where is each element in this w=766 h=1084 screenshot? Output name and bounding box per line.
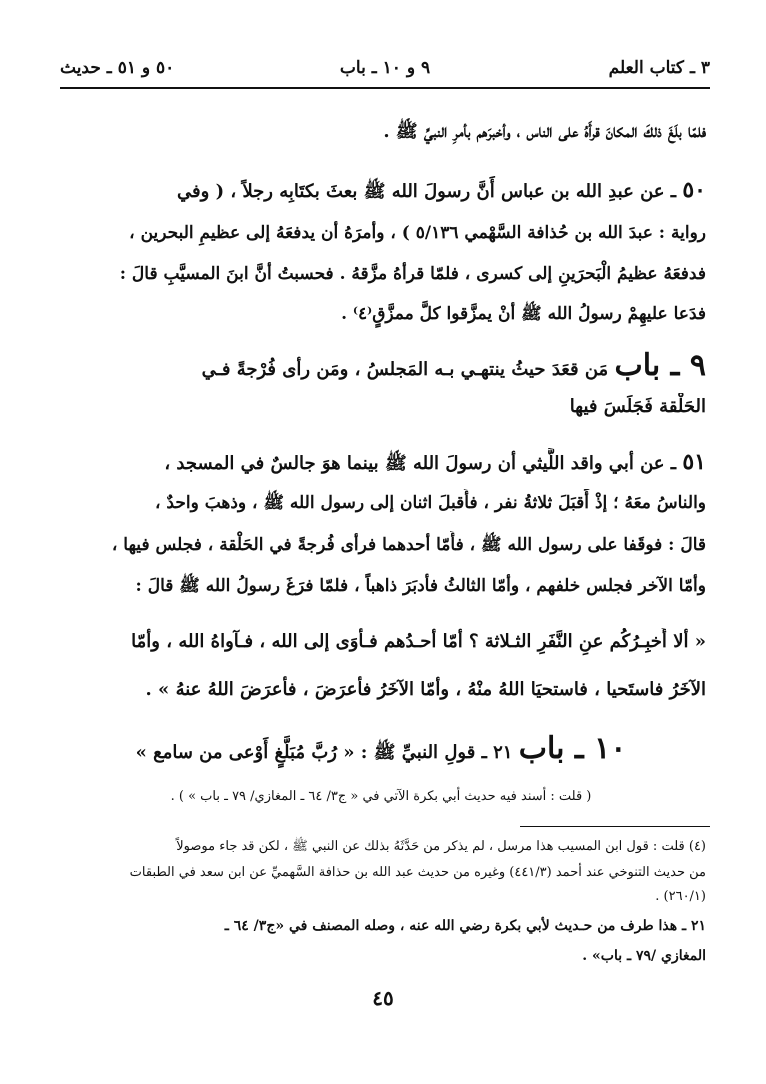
bab-10-title: ٢١ ـ قولِ النبيِّ ﷺ : « رُبَّ مُبَلَّغٍ أَوْعى من سامع »: [135, 742, 513, 763]
header-chapter: ٩ و ١٠ ـ باب: [339, 58, 431, 78]
footnote-21-line-2: المغازي /٧٩ ـ باب» .: [582, 948, 706, 964]
editor-note: ( قلت : أسند فيه حديث أبي بكرة الآتي في « ج٣/ ٦٤ ـ المغازي/ ٧٩ ـ باب » ) .: [170, 789, 592, 804]
bab-10-heading: [56, 730, 706, 772]
intro-line: فلمّا بلَغَ ذلكَ المكانَ قرأَهُ على الناس ، وأخبرَهم بأمرِ النبيِّ ﷺ .: [383, 121, 706, 142]
hadith-51-line-4: وأمّا الآخر فجلس خلفهم ، وأمّا الثالثُ فأدبَرَ ذاهباً ، فلمّا فرَغَ رسولُ الله ﷺ قالَ :: [135, 576, 706, 596]
hadith-51-line-5: « ألا أُخبِـرُكُم عنِ النَّفَرِ الثـلاثة ؟ أمّا أحـدُهم فـأوَى إلى الله ، فـآواهُ الله ، وأمّا: [131, 631, 706, 652]
page-number: ٤٥: [372, 986, 394, 1010]
hadith-51-line-3: قالَ : فوقَفا على رسول الله ﷺ ، فأَمّا أحدهما فرأى فُرجةً في الحَلْقة ، فجلس فيها ،: [111, 535, 706, 555]
footnote-divider: [520, 826, 710, 827]
footnote-21-line-1: ٢١ ـ هذا طرف من حـديث لأبي بكرة رضي الله عنه ، وصله المصنف في «ج٣/ ٦٤ ـ: [224, 918, 706, 934]
hadith-51-line-1: [56, 448, 706, 478]
bab-9-number: ٩ ـ باب: [614, 348, 706, 383]
bab-9-title-1: مَن قعَدَ حيثُ ينتهـي بـه المَجلسُ ، ومَن رأى فُرْجةً فـي: [201, 359, 609, 380]
footnote-4-line-2: من حديث التنوخي عند أحمد (٤٤١/٣) وغيره من حديث عبد الله بن حذافة السَّهميِّ عن ابن سعد في الطبقات: [129, 865, 706, 880]
hadith-50-line-3: فدفعَهُ عظيمُ الْبَحرَينِ إلى كسرى ، فلمّا قرأهُ مزَّقهُ . فحسبتُ أنَّ ابنَ المسيَّبِ قالَ :: [119, 264, 706, 284]
header-divider: [60, 87, 710, 89]
hadith-50-line-1: [56, 176, 706, 206]
hadith-51-text-1: ـ عن أبي واقد اللَّيثي أن رسولَ الله ﷺ بينما هوَ جالسٌ في المسجد ،: [164, 453, 677, 474]
hadith-50-text-1: ـ عن عبدِ الله بن عباس أَنَّ رسولَ الله ﷺ بعثَ بكتَابِه رجلاً ، ( وفي: [177, 181, 677, 202]
hadith-51-number: ٥١: [682, 449, 706, 475]
hadith-51-line-6: الآخَرُ فاستَحيا ، فاستحيَا اللهُ منْهُ ، وأمّا الآخَرُ فأَعرَضَ ، فأَعرَضَ اللهُ عنهُ » .: [145, 679, 706, 700]
header-book-title: ٣ ـ كتاب العلم: [608, 58, 710, 78]
hadith-50-line-2: رواية : عبدَ الله بن حُذافة السَّهْمي ٥/١٣٦ ) ، وأمرَهُ أن يدفعَهُ إلى عظيمِ البحرين ،: [129, 223, 706, 243]
footnote-4-line-1: (٤) قلت : قول ابن المسيب هذا مرسل ، لم يذكر من حَدَّثَهُ بذلك عن النبي ﷺ ، لكن قد جاء موصولاً: [176, 839, 706, 854]
bab-9-title-2: الحَلْقة فَجَلَسَ فيها: [569, 396, 706, 417]
hadith-50-number: ٥٠: [682, 177, 706, 203]
footnote-4-line-3: (٢٦٠/١) .: [655, 889, 706, 904]
hadith-51-line-2: والناسُ معَهُ ؛ إذْ أَقبَلَ ثلاثةُ نفر ، فأَقبلَ اثنان إلى رسول الله ﷺ ، وذهبَ واحدٌ ،: [155, 493, 706, 513]
bab-9-heading: [56, 346, 706, 390]
bab-10-number: ١٠ ـ باب: [518, 731, 627, 766]
running-header: [60, 54, 710, 84]
header-hadith-range: ٥٠ و ٥١ ـ حديث: [60, 58, 175, 78]
hadith-50-line-4: فدَعا عليهِمْ رسولُ الله ﷺ أنْ يمزَّقوا كلَّ ممزَّقٍ⁽٤⁾ .: [341, 304, 706, 324]
